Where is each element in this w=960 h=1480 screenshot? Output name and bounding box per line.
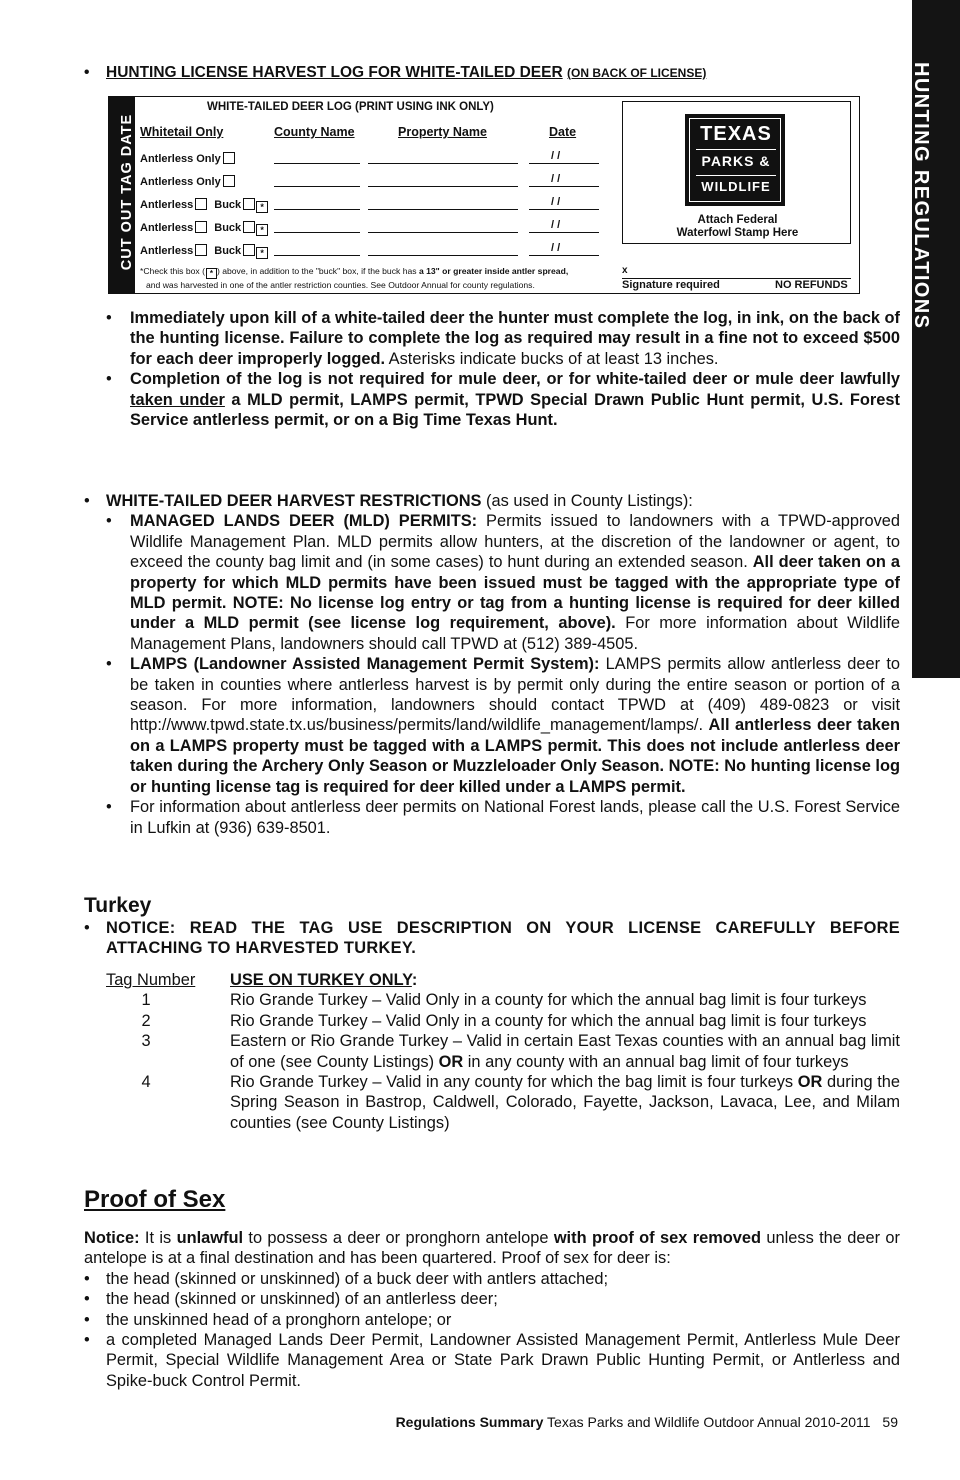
date-field: / / bbox=[551, 196, 561, 208]
waterfowl-stamp-box bbox=[622, 101, 851, 244]
column-whitetail: Whitetail Only bbox=[140, 125, 224, 139]
log-row bbox=[140, 221, 268, 236]
buck-label: Buck bbox=[214, 222, 242, 234]
buck-label: Buck bbox=[214, 199, 242, 211]
signature-mark: x bbox=[622, 265, 628, 276]
date-field: / / bbox=[551, 150, 561, 162]
proof-of-sex-body bbox=[84, 1228, 900, 1391]
antlerless-checkbox[interactable] bbox=[195, 198, 207, 210]
page-number: 59 bbox=[882, 1414, 898, 1430]
log-row bbox=[140, 244, 268, 259]
row-label: Antlerless bbox=[140, 245, 194, 257]
column-property: Property Name bbox=[398, 125, 487, 139]
list-item: • MANAGED LANDS DEER (MLD) PERMITS: Permits issued to landowners with a TPWD-approved Wildlife Management Plan. MLD permits allow hunters, at the discretion of the landowner or agent, to exceed the county bag limit and (in some cases) to hunt during an extended season. All deer taken on a property for which MLD permits have been issued must be tagged with the appropriate type of MLD permit. NOTE: No license log entry or tag from a hunting license is required for deer killed under a MLD permit (see license log requirement, above). For more information about Wildlife Management Plans, landowners should call TPWD at (512) 389-4505. bbox=[106, 512, 900, 653]
form-footnote: *Check this box ( * ) above, in addition to the "buck" box, if the buck has a 13" or greater inside antler spread, and was harvested in one of the antler restriction counties. See Outdoor Annual for county regulations. bbox=[140, 266, 569, 290]
cutout-label: CUT OUT TAG DATE bbox=[119, 113, 135, 271]
antlerless-checkbox[interactable] bbox=[223, 152, 235, 164]
table-row: 1 Rio Grande Turkey – Valid Only in a county for which the annual bag limit is four turkeys bbox=[141, 991, 867, 1010]
no-refunds-label: NO REFUNDS bbox=[775, 279, 848, 291]
antler-spread-checkbox[interactable]: * bbox=[256, 201, 268, 213]
restrictions-heading: • WHITE-TAILED DEER HARVEST RESTRICTIONS (as used in County Listings): bbox=[84, 492, 693, 510]
proof-of-sex-heading: Proof of Sex bbox=[84, 1186, 226, 1213]
stamp-instructions: Attach Federal Waterfowl Stamp Here bbox=[676, 214, 799, 239]
footer-section: Regulations Summary bbox=[395, 1414, 544, 1430]
harvest-log-title-suffix: (ON BACK OF LICENSE) bbox=[567, 66, 707, 80]
table-row: 4 Rio Grande Turkey – Valid in any county for which the bag limit is four turkeys OR during the Spring Season in Bastrop, Caldwell, Colorado, Fayette, Jackson, Lavaca, Lee, and Milam counties (see County Listings) bbox=[141, 1073, 900, 1132]
log-row bbox=[140, 175, 235, 188]
buck-checkbox[interactable] bbox=[243, 221, 255, 233]
harvest-log-heading: • HUNTING LICENSE HARVEST LOG FOR WHITE-TAILED DEER (ON BACK OF LICENSE) bbox=[84, 64, 707, 81]
deer-log-form bbox=[108, 96, 860, 294]
antler-spread-checkbox[interactable]: * bbox=[256, 224, 268, 236]
list-item: • For information about antlerless deer permits on National Forest lands, please call the U.S. Forest Service in Lufkin at (936) 639-8501. bbox=[106, 798, 900, 837]
date-field: / / bbox=[551, 173, 561, 185]
log-instructions bbox=[84, 308, 900, 430]
signature-label: Signature required bbox=[622, 279, 720, 291]
column-county: County Name bbox=[274, 125, 355, 139]
use-header: USE ON TURKEY ONLY bbox=[230, 971, 412, 989]
antlerless-checkbox[interactable] bbox=[195, 244, 207, 256]
list-item: • the head (skinned or unskinned) of a buck deer with antlers attached; bbox=[84, 1269, 609, 1288]
row-label: Antlerless bbox=[140, 222, 194, 234]
form-title: WHITE-TAILED DEER LOG (PRINT USING INK ONLY) bbox=[207, 101, 494, 113]
list-item: • the head (skinned or unskinned) of an antlerless deer; bbox=[84, 1290, 498, 1309]
table-row: 2 Rio Grande Turkey – Valid Only in a county for which the annual bag limit is four turkeys bbox=[141, 1011, 867, 1030]
column-date: Date bbox=[549, 125, 577, 139]
row-label: Antlerless Only bbox=[140, 176, 221, 188]
tag-table-header: Tag Number USE ON TURKEY ONLY: bbox=[106, 971, 418, 989]
buck-checkbox[interactable] bbox=[243, 198, 255, 210]
list-item: • NOTICE: READ THE TAG USE DESCRIPTION ON YOUR LICENSE CAREFULLY BEFORE ATTACHING TO HARVESTED TURKEY. bbox=[84, 919, 900, 958]
antler-spread-checkbox[interactable]: * bbox=[256, 247, 268, 259]
list-item: • the unskinned head of a pronghorn antelope; or bbox=[84, 1310, 452, 1329]
date-field: / / bbox=[551, 242, 561, 254]
harvest-log-title: HUNTING LICENSE HARVEST LOG FOR WHITE-TAILED DEER bbox=[106, 64, 563, 81]
row-label: Antlerless Only bbox=[140, 153, 221, 165]
section-tab-label: HUNTING REGULATIONS bbox=[910, 62, 932, 330]
row-label: Antlerless bbox=[140, 199, 194, 211]
proof-notice: Notice: It is unlawful to possess a deer or pronghorn antelope with proof of sex removed unless the deer or antelope is at a final destination and has been quartered. Proof of sex for deer is: bbox=[84, 1229, 900, 1268]
buck-label: Buck bbox=[214, 245, 242, 257]
list-item: • Completion of the log is not required for mule deer, or for white-tailed deer or mule deer lawfully taken under a MLD permit, LAMPS permit, TPWD Special Drawn Public Hunt permit, U.S. Forest Service antlerless permit, or on a Big Time Texas Hunt. bbox=[106, 370, 900, 430]
page-footer bbox=[396, 1414, 898, 1430]
tag-number-header: Tag Number bbox=[106, 971, 196, 989]
buck-checkbox[interactable] bbox=[243, 244, 255, 256]
harvest-restrictions bbox=[84, 491, 900, 838]
turkey-heading: Turkey bbox=[84, 894, 152, 917]
log-row bbox=[140, 198, 268, 213]
list-item: • LAMPS (Landowner Assisted Management Permit System): LAMPS permits allow antlerless deer to be taken in counties where antlerless harvest is by permit only during the entire season or portion of a season. For more information, landowners should contact TPWD at (409) 489-0823 or visit http://www.tpwd.state.tx.us/business/permits/land/wildlife_management/lamps/. All antlerless deer taken on a LAMPS property must be tagged with a LAMPS permit. This does not include antlerless deer taken during the Archery Only Season or Muzzleloader Only Season. NOTE: No hunting license log or hunting license tag is required for deer killed under a LAMPS permit. bbox=[106, 655, 900, 796]
log-row bbox=[140, 152, 235, 165]
antlerless-checkbox[interactable] bbox=[223, 175, 235, 187]
antlerless-checkbox[interactable] bbox=[195, 221, 207, 233]
turkey-notice bbox=[84, 918, 900, 959]
list-item: • a completed Managed Lands Deer Permit, Landowner Assisted Management Permit, Antlerless Mule Deer Permit, Special Wildlife Management Area or State Park Drawn Public Hunting Permit, or Antlerless and Spike-buck Control Permit. bbox=[84, 1331, 900, 1390]
table-row: 3 Eastern or Rio Grande Turkey – Valid in certain East Texas counties with an annual bag limit of one (see County Listings) OR in any county with an annual bag limit of four turkeys bbox=[141, 1032, 900, 1071]
footer-publication: Texas Parks and Wildlife Outdoor Annual 2010-2011 bbox=[547, 1414, 871, 1430]
turkey-tag-table bbox=[106, 970, 900, 1133]
tpwd-logo: TEXAS PARKS & WILDLIFE bbox=[685, 114, 785, 206]
list-item: • Immediately upon kill of a white-tailed deer the hunter must complete the log, in ink, on the back of the hunting license. Failure to complete the log as required may result in a fine not to exceed $500 for each deer improperly logged. Asterisks indicate bucks of at least 13 inches. bbox=[106, 309, 900, 368]
date-field: / / bbox=[551, 219, 561, 231]
